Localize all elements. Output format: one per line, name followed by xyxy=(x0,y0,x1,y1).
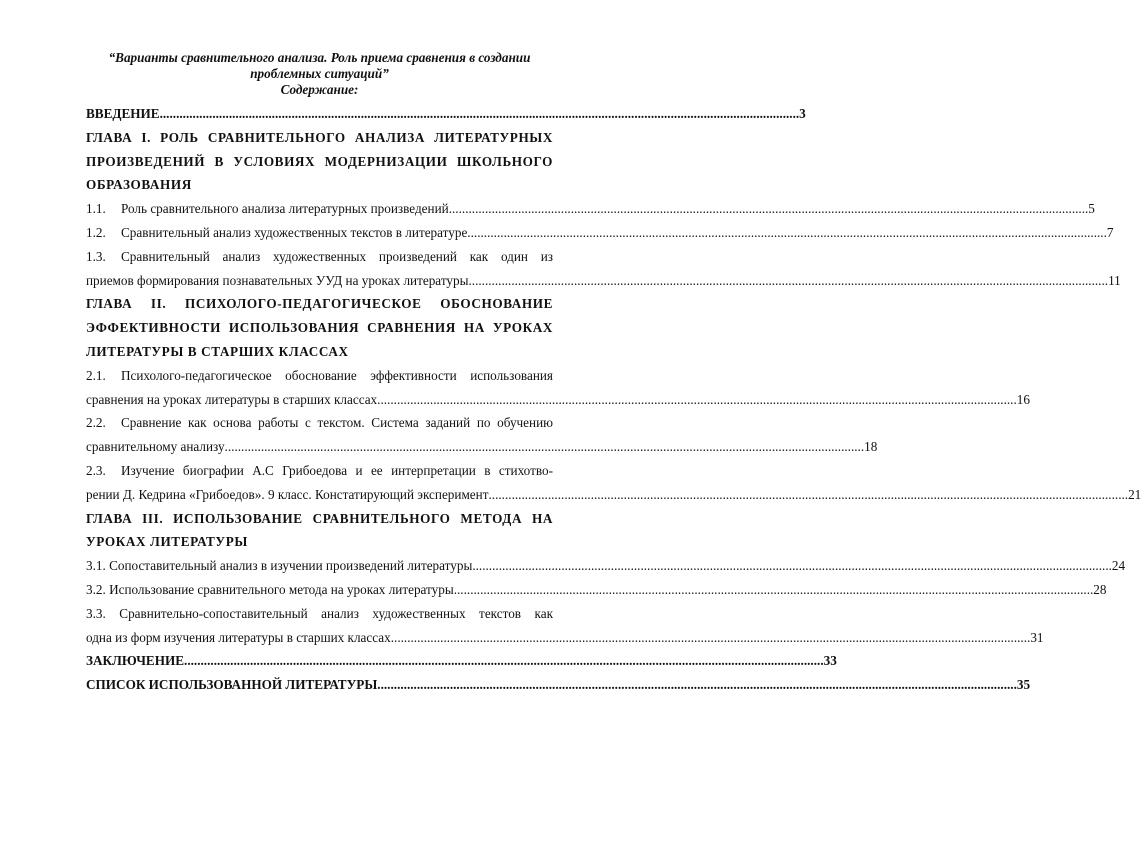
document-title: “Варианты сравнительного анализа. Роль приема сравнения в создании xyxy=(108,50,531,65)
toc-leader-dots xyxy=(377,388,1017,412)
toc-entry-number: 2.3. xyxy=(86,462,106,478)
toc-chapter-1[interactable]: ГЛАВА I. РОЛЬ СРАВНИТЕЛЬНОГО АНАЛИЗА ЛИТЕРАТУРНЫХ ПРОИЗВЕДЕНИЙ В УСЛОВИЯХ МОДЕРНИЗАЦИИ ШКОЛЬНОГО ОБРАЗОВАНИЯ xyxy=(86,129,553,193)
toc-entry-conclusion[interactable] xyxy=(86,649,837,673)
toc-entry-number: 2.1. xyxy=(86,367,106,383)
toc-leader-dots xyxy=(377,673,1017,697)
toc-page-number: 28 xyxy=(1093,581,1107,597)
toc-leader-dots xyxy=(391,626,1031,650)
toc-entry-3-2[interactable] xyxy=(86,578,1107,602)
toc-entry-line2 xyxy=(86,483,1141,507)
toc-entry-number: 2.2. xyxy=(86,415,106,431)
toc-entry-2-2[interactable] xyxy=(86,411,878,459)
toc-leader-dots xyxy=(472,554,1112,578)
toc-entry-label: Сравнительный анализ художественных произведений как один из xyxy=(121,248,553,264)
toc-entry-line2 xyxy=(86,435,878,459)
toc-leader-dots xyxy=(184,649,824,673)
toc-page-number: 35 xyxy=(1016,677,1031,693)
toc-entry-text xyxy=(86,197,449,221)
toc-entry-label: Роль сравнительного анализа литературных произведений xyxy=(121,201,449,217)
toc-entry-line1 xyxy=(86,245,553,269)
toc-leader-dots xyxy=(225,435,865,459)
toc-entry-line1 xyxy=(86,364,553,388)
toc-leader-dots xyxy=(467,221,1107,245)
toc-leader-dots xyxy=(468,269,1108,293)
toc-entry-label: приемов формирования познавательных УУД на уроках литературы xyxy=(86,272,469,288)
toc-entry-label: ВВЕДЕНИЕ xyxy=(86,106,160,121)
toc-page-number: 3 xyxy=(799,106,806,121)
toc-entry-2-1[interactable] xyxy=(86,364,1030,412)
toc-entry-label: 3.3. Сравнительно-сопоставительный анализ художественных текстов как xyxy=(86,605,553,621)
toc-entry-1-3[interactable] xyxy=(86,245,1121,293)
toc-entry-label: Изучение биографии А.С Грибоедова и ее интерпретации в стихотво- xyxy=(121,462,553,478)
toc-entry-label: ЗАКЛЮЧЕНИЕ xyxy=(86,653,185,669)
toc-entry-label: одна из форм изучения литературы в старших классах xyxy=(86,629,391,645)
toc-leader-dots xyxy=(454,578,1094,602)
contents-heading: Содержание: xyxy=(280,82,359,97)
toc-page-number: 31 xyxy=(1030,629,1044,645)
toc-entry-line2 xyxy=(86,626,1044,650)
toc-chapter-2[interactable]: ГЛАВА II. ПСИХОЛОГО-ПЕДАГОГИЧЕСКОЕ ОБОСНОВАНИЕ ЭФФЕКТИВНОСТИ ИСПОЛЬЗОВАНИЯ СРАВНЕНИЯ НА УРОКАХ ЛИТЕРАТУРЫ В СТАРШИХ КЛАССАХ xyxy=(86,296,553,359)
toc-entry-number: 1.2. xyxy=(86,224,106,240)
toc-page-number: 21 xyxy=(1128,486,1141,502)
toc-entry-text xyxy=(86,221,467,245)
toc-entry-line1 xyxy=(86,602,553,626)
toc-entry-line1 xyxy=(86,459,553,483)
toc-entry-label: СПИСОК ИСПОЛЬЗОВАННОЙ ЛИТЕРАТУРЫ xyxy=(86,677,378,693)
document-page xyxy=(86,50,1141,697)
toc-entry-line2 xyxy=(86,269,1121,293)
toc-entry-line2 xyxy=(86,388,1030,412)
toc-leader-dots xyxy=(488,483,1128,507)
toc-page-number: 18 xyxy=(864,439,878,455)
toc-entry-label: Сравнение как основа работы с текстом. Система заданий по обучению xyxy=(121,415,553,431)
toc-entry-line1 xyxy=(86,411,553,435)
toc-page-number: 24 xyxy=(1111,558,1126,574)
toc-page-number: 7 xyxy=(1106,224,1114,240)
toc-entry-label: 3.1. Сопоставительный анализ в изучении произведений литературы xyxy=(86,558,473,574)
toc-entry-label: 3.2. Использование сравнительного метода на уроках литературы xyxy=(86,581,454,597)
toc-leader-dots xyxy=(160,102,800,126)
toc-entry-3-3[interactable] xyxy=(86,602,1044,650)
toc-leader-dots xyxy=(449,197,1089,221)
toc-entry-label: рении Д. Кедрина «Грибоедов». 9 класс. Констатирующий эксперимент xyxy=(86,486,489,502)
toc-entry-intro[interactable] xyxy=(86,102,806,126)
toc-page-number: 33 xyxy=(823,653,837,669)
toc-entry-label: сравнения на уроках литературы в старших классах xyxy=(86,391,378,407)
toc-entry-label: Сравнительный анализ художественных текстов в литературе xyxy=(121,224,468,240)
toc-entry-3-1[interactable] xyxy=(86,554,1126,578)
toc-page-number: 16 xyxy=(1016,391,1030,407)
toc-entry-number: 1.3. xyxy=(86,248,106,264)
toc-entry-2-3[interactable] xyxy=(86,459,1141,507)
toc-entry-label: Психолого-педагогическое обоснование эффективности использования xyxy=(121,367,553,383)
toc-page-number: 11 xyxy=(1108,272,1121,288)
toc-entry-1-1[interactable] xyxy=(86,197,1095,221)
toc-entry-1-2[interactable] xyxy=(86,221,1114,245)
document-title-line2: проблемных ситуаций” xyxy=(250,66,389,81)
toc-entry-references[interactable] xyxy=(86,673,1031,697)
toc-chapter-3[interactable]: ГЛАВА III. ИСПОЛЬЗОВАНИЕ СРАВНИТЕЛЬНОГО МЕТОДА НА УРОКАХ ЛИТЕРАТУРЫ xyxy=(86,510,553,550)
toc-page-number: 5 xyxy=(1088,201,1095,217)
toc-entry-label: сравнительному анализу xyxy=(86,439,225,455)
toc-entry-number: 1.1. xyxy=(86,201,106,217)
